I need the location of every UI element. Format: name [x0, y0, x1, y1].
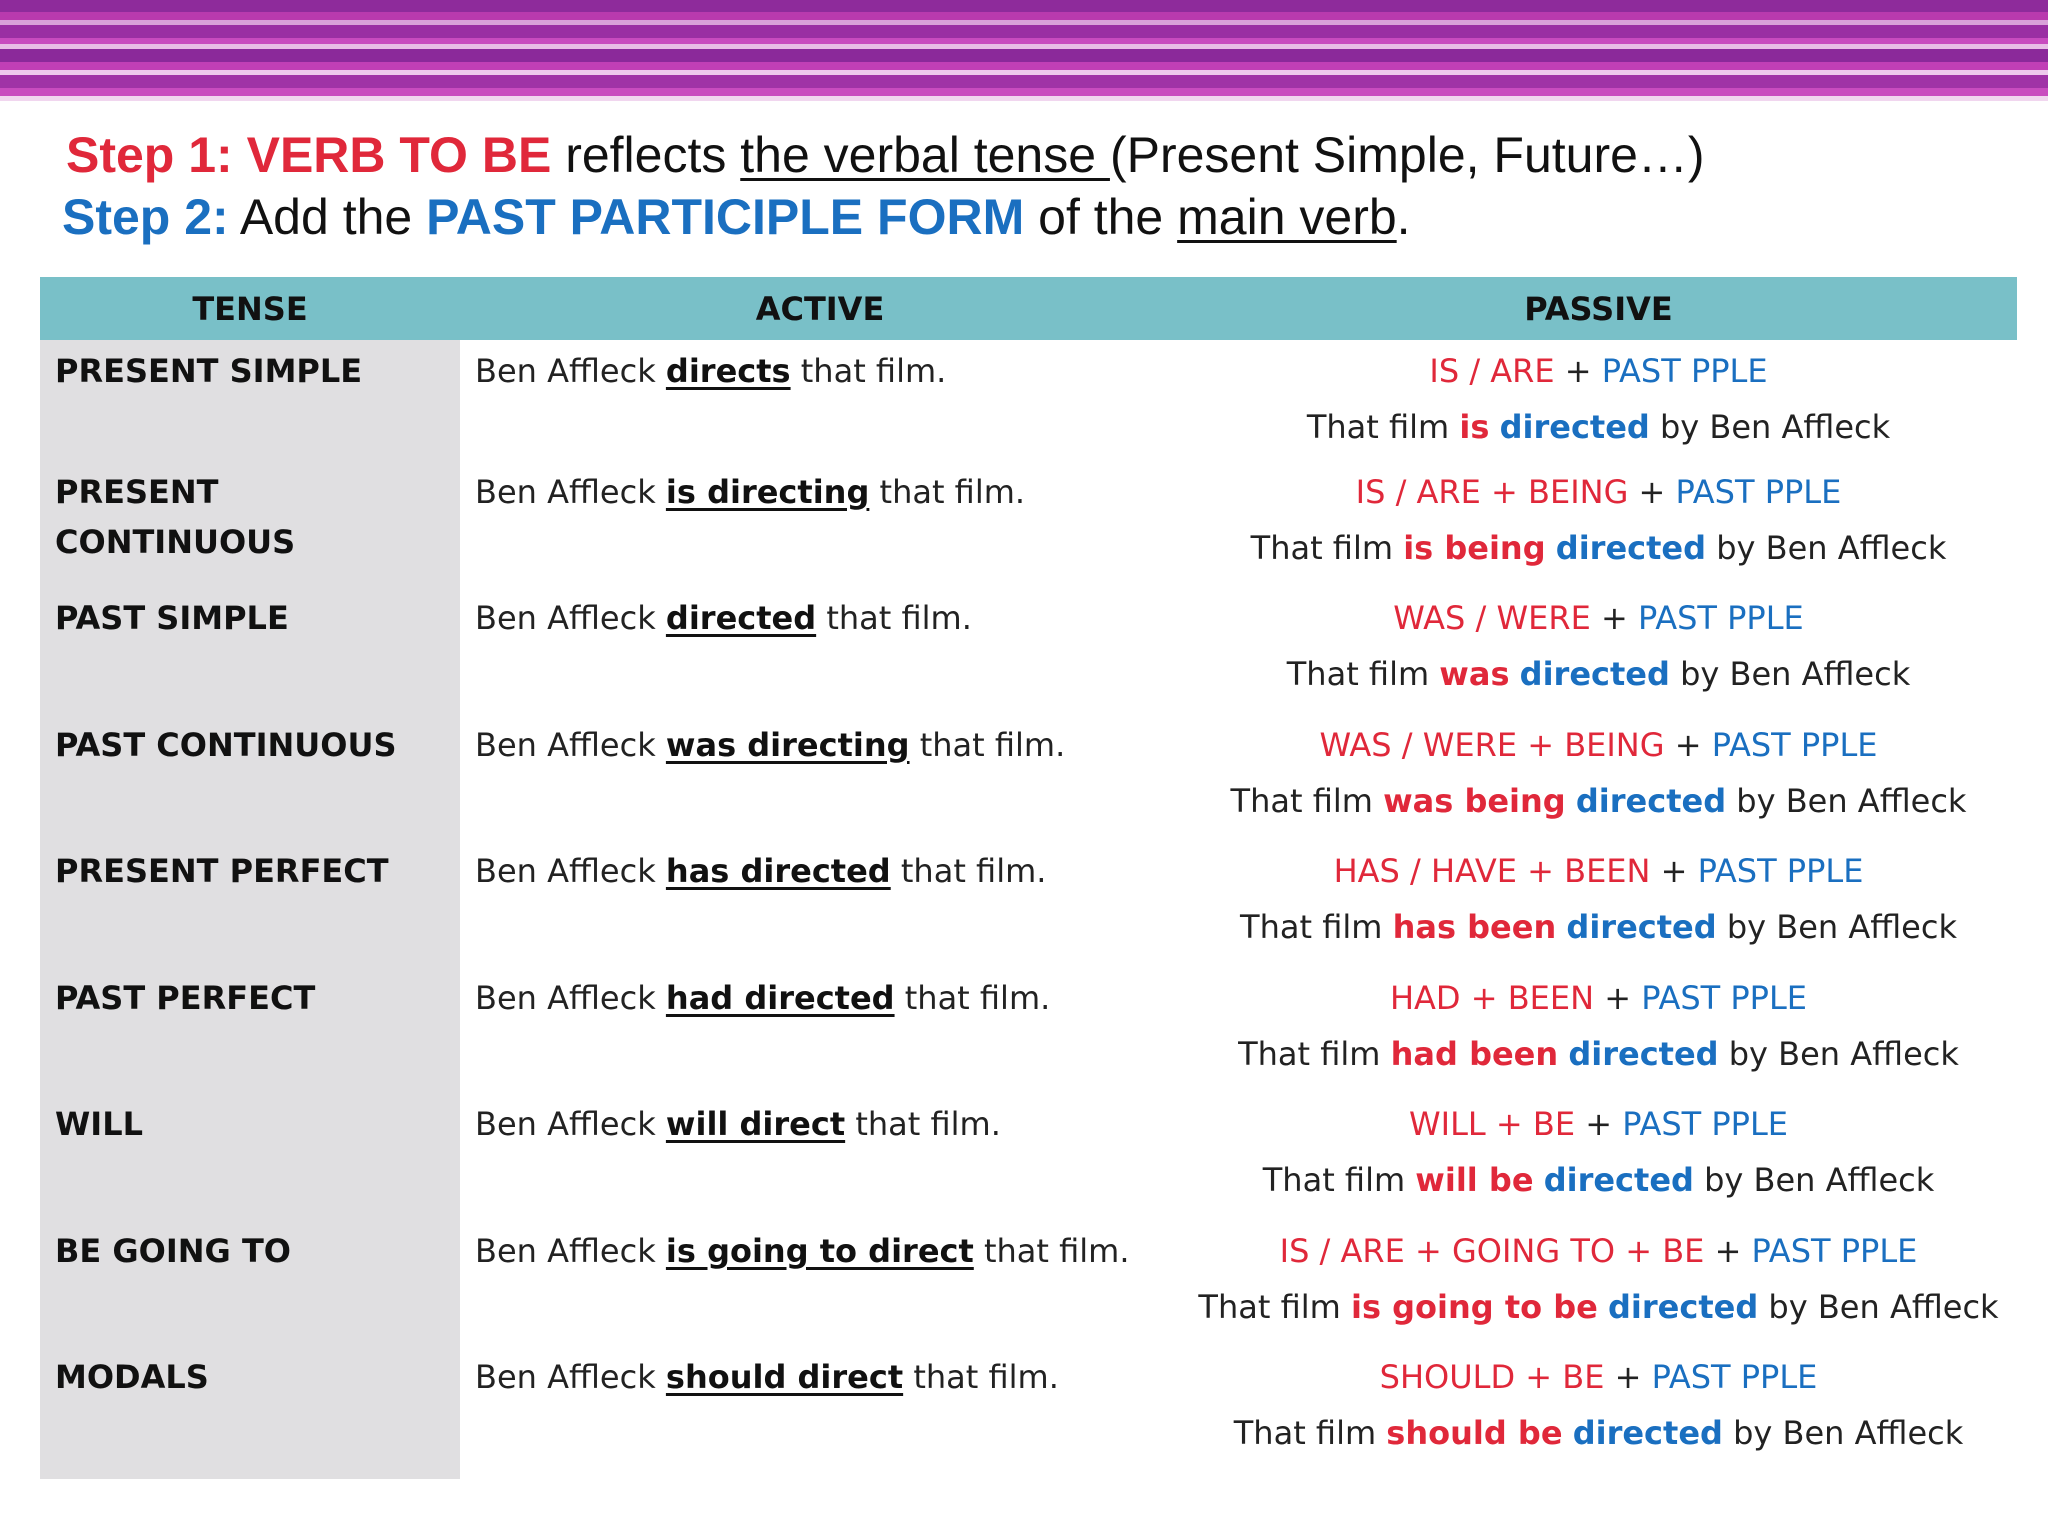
active-verb: directed — [665, 599, 817, 637]
table-row — [40, 593, 2017, 720]
example-past-participle: directed — [1566, 908, 1717, 946]
example-past-participle: directed — [1499, 408, 1650, 446]
example-subject: That film — [1238, 1034, 1391, 1073]
formula-past-participle: PAST PPLE — [1711, 725, 1878, 764]
example-agent: by Ben Affleck — [1669, 655, 1911, 693]
formula-plus: + — [1650, 852, 1698, 890]
passive-formula — [1180, 1352, 2017, 1408]
active-object: that film. — [890, 852, 1047, 890]
formula-plus: + — [1628, 472, 1676, 511]
active-cell — [460, 846, 1180, 973]
passive-example — [1180, 523, 2017, 579]
step-2-highlight: PAST PARTICIPLE FORM — [426, 189, 1025, 245]
active-object: that film. — [894, 978, 1051, 1017]
table-row — [40, 1099, 2017, 1226]
passive-cell — [1180, 720, 2017, 847]
tense-cell: MODALS — [40, 1352, 460, 1479]
formula-auxiliary: HAD + BEEN — [1389, 978, 1595, 1017]
example-auxiliary: has been — [1392, 908, 1557, 946]
active-verb: has directed — [665, 852, 891, 890]
active-subject: Ben Affleck — [475, 599, 666, 637]
active-verb: directs — [665, 352, 791, 390]
active-cell — [460, 593, 1180, 720]
tense-cell: PAST CONTINUOUS — [40, 720, 460, 847]
active-cell — [460, 973, 1180, 1100]
formula-past-participle: PAST PPLE — [1601, 352, 1768, 390]
header-active: ACTIVE — [460, 277, 1180, 340]
example-agent: by Ben Affleck — [1758, 1287, 1999, 1326]
active-verb: was directing — [665, 725, 910, 764]
example-space — [1563, 1414, 1573, 1452]
tense-cell: PRESENT PERFECT — [40, 846, 460, 973]
active-verb: had directed — [665, 978, 895, 1017]
active-subject: Ben Affleck — [475, 1358, 666, 1396]
example-past-participle: directed — [1519, 655, 1670, 693]
formula-auxiliary: WAS / WERE — [1393, 599, 1591, 637]
active-subject: Ben Affleck — [475, 725, 666, 764]
passive-example — [1180, 902, 2017, 958]
step-2-underlined: main verb — [1177, 189, 1397, 245]
step-1-mid: reflects — [551, 127, 741, 183]
table-row — [40, 1352, 2017, 1479]
active-subject: Ben Affleck — [475, 472, 666, 511]
formula-plus: + — [1664, 725, 1712, 764]
table-row — [40, 340, 2017, 467]
example-past-participle: directed — [1568, 1034, 1719, 1073]
example-auxiliary: is going to be — [1350, 1287, 1598, 1326]
passive-formula — [1180, 593, 2017, 649]
passive-example — [1180, 776, 2017, 832]
passive-example — [1180, 1408, 2017, 1464]
header-passive: PASSIVE — [1180, 277, 2017, 340]
example-subject: That film — [1250, 528, 1404, 567]
active-cell — [460, 720, 1180, 847]
active-subject: Ben Affleck — [475, 352, 666, 390]
active-object: that film. — [845, 1105, 1001, 1143]
formula-plus: + — [1590, 599, 1638, 637]
example-auxiliary: should be — [1386, 1414, 1563, 1452]
example-past-participle: directed — [1572, 1414, 1723, 1452]
example-space — [1489, 408, 1499, 446]
formula-past-participle: PAST PPLE — [1697, 852, 1864, 890]
example-auxiliary: was being — [1383, 781, 1566, 820]
tense-cell: PRESENT SIMPLE — [40, 340, 460, 467]
active-object: that film. — [816, 599, 972, 637]
table-row — [40, 846, 2017, 973]
example-past-participle: directed — [1555, 528, 1707, 567]
example-agent: by Ben Affleck — [1649, 408, 1891, 446]
step-2-mid: of the — [1024, 189, 1178, 245]
active-cell — [460, 340, 1180, 467]
formula-past-participle: PAST PPLE — [1675, 472, 1842, 511]
step-2-line — [62, 186, 2026, 248]
step-1-line — [66, 124, 2026, 186]
example-subject: That film — [1198, 1287, 1351, 1326]
active-object: that film. — [869, 472, 1026, 511]
example-space — [1558, 1035, 1568, 1073]
tense-cell: PAST SIMPLE — [40, 593, 460, 720]
example-space — [1546, 529, 1556, 567]
example-agent: by Ben Affleck — [1718, 1034, 1959, 1073]
active-subject: Ben Affleck — [475, 978, 666, 1017]
example-past-participle: directed — [1608, 1287, 1759, 1326]
example-subject: That film — [1262, 1161, 1416, 1199]
formula-past-participle: PAST PPLE — [1637, 599, 1804, 637]
tense-cell: WILL — [40, 1099, 460, 1226]
formula-plus: + — [1575, 1105, 1623, 1143]
step-1-highlight: VERB TO BE — [246, 127, 552, 183]
formula-auxiliary: WILL + BE — [1408, 1105, 1576, 1143]
table-header-row — [40, 277, 2017, 340]
passive-example — [1180, 1282, 2017, 1338]
tense-cell: PRESENT CONTINUOUS — [40, 467, 460, 594]
formula-auxiliary: IS / ARE — [1429, 352, 1555, 390]
formula-plus: + — [1704, 1231, 1752, 1270]
formula-auxiliary: IS / ARE + BEING — [1355, 472, 1629, 511]
formula-past-participle: PAST PPLE — [1751, 1231, 1918, 1270]
passive-cell — [1180, 1099, 2017, 1226]
example-auxiliary: is being — [1403, 528, 1546, 567]
tense-cell: PAST PERFECT — [40, 973, 460, 1100]
active-subject: Ben Affleck — [475, 1231, 666, 1270]
passive-formula — [1180, 467, 2017, 523]
step-2-pre: Add the — [228, 189, 427, 245]
step-1-label: Step 1: — [66, 127, 233, 183]
formula-auxiliary: IS / ARE + GOING TO + BE — [1279, 1231, 1705, 1270]
example-past-participle: directed — [1543, 1161, 1694, 1199]
active-subject: Ben Affleck — [475, 852, 666, 890]
passive-cell — [1180, 973, 2017, 1100]
header-tense: TENSE — [40, 277, 460, 340]
tense-cell: BE GOING TO — [40, 1226, 460, 1353]
table-row — [40, 467, 2017, 594]
example-auxiliary: had been — [1390, 1034, 1559, 1073]
example-agent: by Ben Affleck — [1726, 781, 1967, 820]
example-subject: That film — [1233, 1414, 1387, 1452]
active-verb: is directing — [665, 472, 870, 511]
passive-example — [1180, 649, 2017, 705]
table-row — [40, 1226, 2017, 1353]
passive-cell — [1180, 340, 2017, 467]
example-subject: That film — [1306, 408, 1460, 446]
active-verb: should direct — [665, 1358, 904, 1396]
active-cell — [460, 1099, 1180, 1226]
formula-past-participle: PAST PPLE — [1651, 1358, 1818, 1396]
example-space — [1598, 1288, 1608, 1326]
passive-cell — [1180, 467, 2017, 594]
active-verb: will direct — [665, 1105, 846, 1143]
example-auxiliary: will be — [1415, 1161, 1534, 1199]
instructions — [62, 124, 2026, 248]
example-subject: That film — [1230, 781, 1384, 820]
example-agent: by Ben Affleck — [1716, 908, 1957, 946]
passive-formula — [1180, 1226, 2017, 1282]
step-1-underlined: the verbal tense — [740, 127, 1110, 183]
passive-example — [1180, 402, 2017, 458]
example-auxiliary: was — [1439, 655, 1510, 693]
example-past-participle: directed — [1575, 781, 1727, 820]
decorative-top-band — [0, 0, 2048, 108]
active-cell — [460, 467, 1180, 594]
passive-formula — [1180, 720, 2017, 776]
formula-past-participle: PAST PPLE — [1641, 978, 1808, 1017]
passive-formula — [1180, 973, 2017, 1029]
passive-cell — [1180, 593, 2017, 720]
active-object: that film. — [973, 1231, 1130, 1270]
step-2-label: Step 2: — [62, 189, 229, 245]
active-cell — [460, 1226, 1180, 1353]
formula-auxiliary: HAS / HAVE + BEEN — [1333, 852, 1651, 890]
example-agent: by Ben Affleck — [1693, 1161, 1935, 1199]
passive-cell — [1180, 1226, 2017, 1353]
formula-auxiliary: SHOULD + BE — [1379, 1358, 1605, 1396]
example-space — [1510, 655, 1520, 693]
active-object: that film. — [903, 1358, 1059, 1396]
passive-example — [1180, 1155, 2017, 1211]
active-verb: is going to direct — [665, 1231, 974, 1270]
example-agent: by Ben Affleck — [1722, 1414, 1964, 1452]
example-subject: That film — [1240, 908, 1393, 946]
passive-cell — [1180, 846, 2017, 973]
formula-plus: + — [1554, 352, 1602, 390]
passive-formula — [1180, 346, 2017, 402]
passive-voice-table — [40, 277, 2017, 1479]
active-cell — [460, 1352, 1180, 1479]
step-1-tail: (Present Simple, Future…) — [1109, 127, 1705, 183]
example-space — [1534, 1161, 1544, 1199]
example-subject: That film — [1286, 655, 1440, 693]
active-subject: Ben Affleck — [475, 1105, 666, 1143]
example-auxiliary: is — [1459, 408, 1490, 446]
active-object: that film. — [790, 352, 947, 390]
passive-cell — [1180, 1352, 2017, 1479]
formula-auxiliary: WAS / WERE + BEING — [1319, 725, 1665, 764]
passive-formula — [1180, 1099, 2017, 1155]
passive-formula — [1180, 846, 2017, 902]
formula-plus: + — [1604, 1358, 1652, 1396]
active-object: that film. — [909, 725, 1066, 764]
formula-plus: + — [1594, 978, 1642, 1017]
table-row — [40, 720, 2017, 847]
example-space — [1566, 782, 1576, 820]
table-row — [40, 973, 2017, 1100]
formula-past-participle: PAST PPLE — [1622, 1105, 1789, 1143]
example-space — [1556, 908, 1566, 946]
step-2-tail: . — [1396, 189, 1411, 245]
passive-example — [1180, 1029, 2017, 1085]
example-agent: by Ben Affleck — [1706, 528, 1947, 567]
